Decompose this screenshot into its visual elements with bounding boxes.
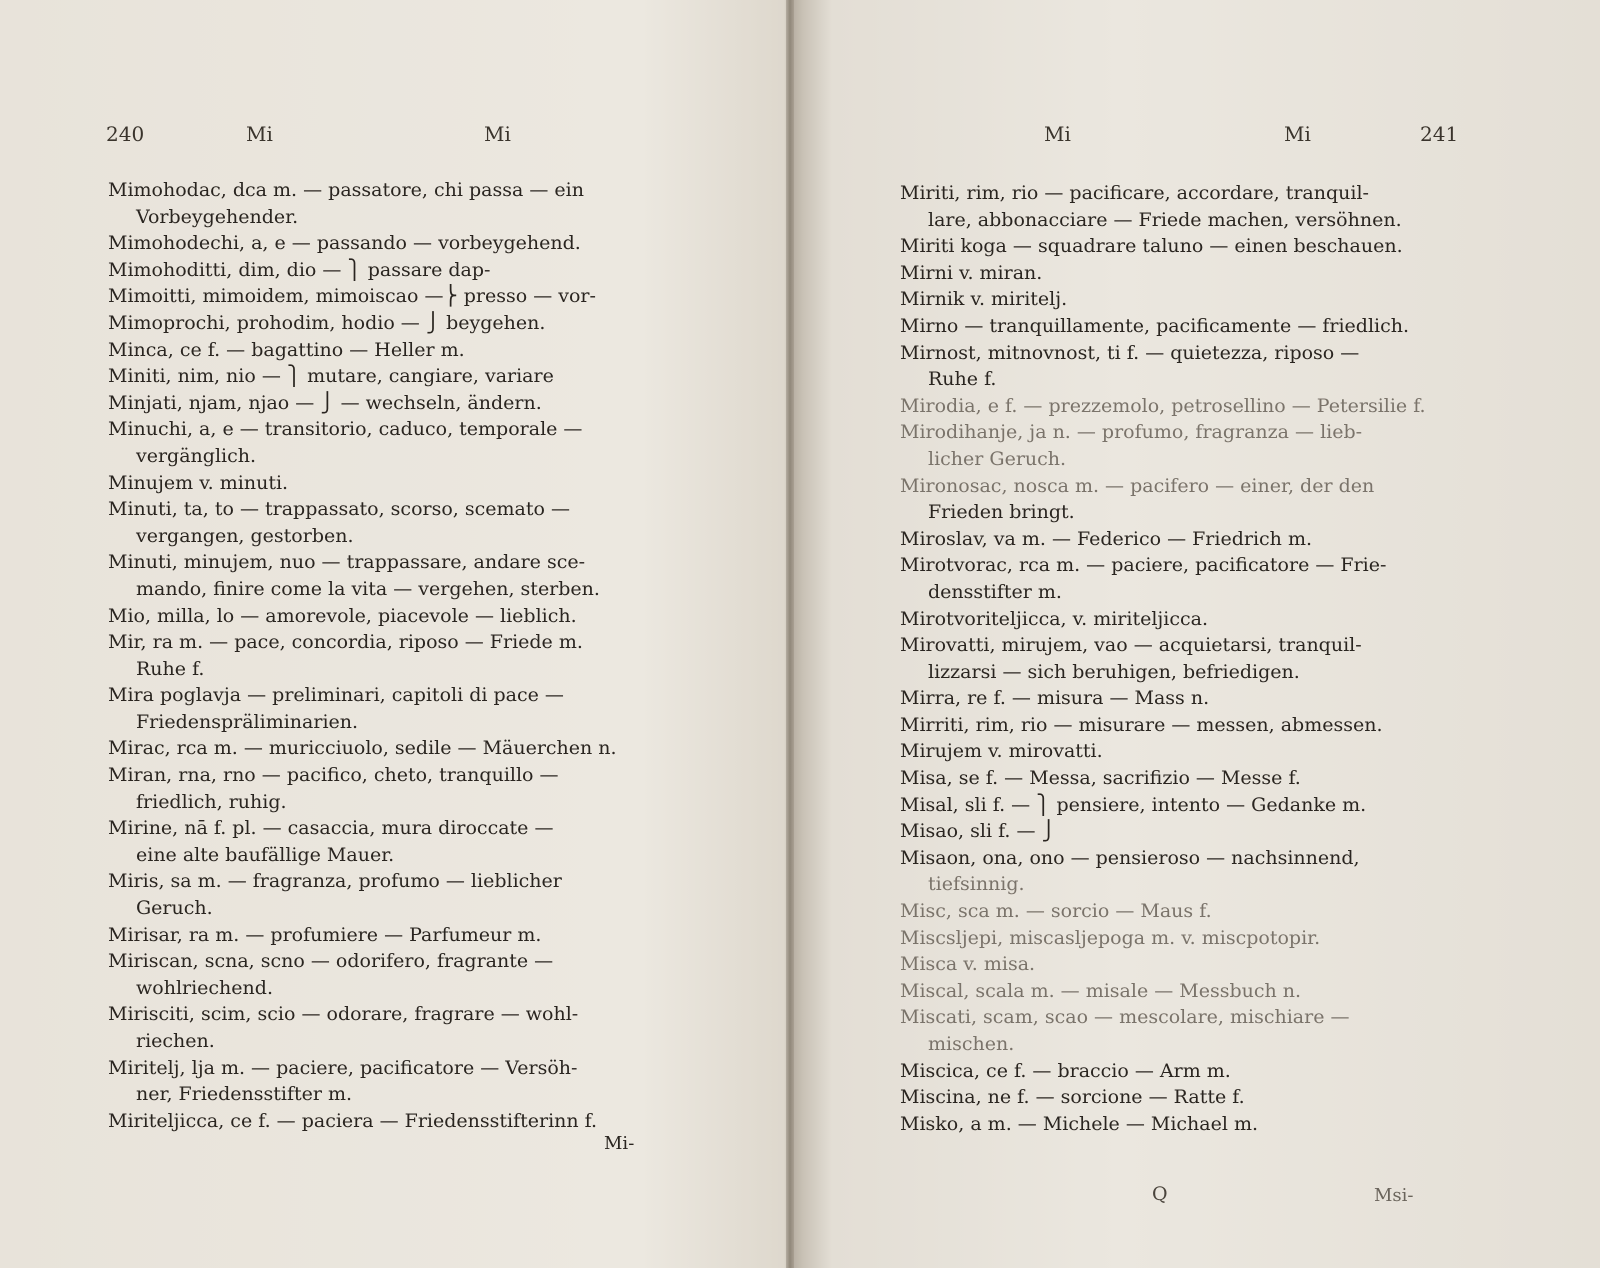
dictionary-line: Mimohodechi, a, e — passando — vorbeygehend. bbox=[108, 232, 581, 255]
dictionary-line: Geruch. bbox=[136, 897, 213, 920]
dictionary-line: Mirine, nā f. pl. — casaccia, mura diroccate — bbox=[108, 817, 554, 840]
dictionary-line: Misao, sli f. — ⎭ bbox=[900, 820, 1056, 843]
dictionary-line: Minuti, minujem, nuo — trappassare, andare sce- bbox=[108, 551, 585, 574]
dictionary-line: Ruhe f. bbox=[928, 368, 997, 391]
dictionary-line: Mimoprochi, prohodim, hodio — ⎭ beygehen. bbox=[108, 311, 546, 334]
dictionary-line: riechen. bbox=[136, 1030, 215, 1052]
left-page bbox=[0, 0, 786, 1268]
dictionary-line: Misca v. misa. bbox=[900, 953, 1036, 976]
dictionary-line: Misal, sli f. — ⎫ pensiere, intento — Gedanke m. bbox=[900, 793, 1367, 816]
dictionary-line: Mirni v. miran. bbox=[900, 261, 1043, 284]
dictionary-line: Mirotvorac, rca m. — paciere, pacificatore — Frie- bbox=[900, 554, 1387, 577]
dictionary-line: Friedenspräliminarien. bbox=[136, 710, 359, 733]
dictionary-line: Minuchi, a, e — transitorio, caduco, temporale — bbox=[108, 418, 583, 441]
dictionary-line: Miniti, nim, nio — ⎫ mutare, cangiare, variare bbox=[108, 365, 554, 388]
dictionary-line: Mirisar, ra m. — profumiere — Parfumeur m. bbox=[108, 923, 542, 946]
dictionary-line: Minujem v. minuti. bbox=[108, 471, 289, 494]
dictionary-line: friedlich, ruhig. bbox=[136, 790, 287, 813]
dictionary-line: Ruhe f. bbox=[136, 657, 205, 680]
dictionary-line: Mio, milla, lo — amorevole, piacevole — lieblich. bbox=[108, 604, 577, 627]
dictionary-line: Miscina, ne f. — sorcione — Ratte f. bbox=[900, 1086, 1245, 1109]
dictionary-line: Mirodia, e f. — prezzemolo, petrosellino — Petersilie f. bbox=[900, 394, 1426, 417]
dictionary-line: Minuti, ta, to — trappassato, scorso, scemato — bbox=[108, 498, 570, 521]
dictionary-line: Mimohoditti, dim, dio — ⎫ passare dap- bbox=[108, 258, 491, 281]
dictionary-line: Misa, se f. — Messa, sacrifizio — Messe f. bbox=[900, 767, 1301, 790]
dictionary-line: vergänglich. bbox=[136, 444, 257, 467]
right-entries bbox=[900, 180, 1490, 1137]
catchword-left: Mi- bbox=[604, 1133, 635, 1154]
dictionary-line: vergangen, gestorben. bbox=[136, 524, 354, 547]
dictionary-line: ner, Friedensstifter m. bbox=[136, 1083, 353, 1106]
dictionary-line: licher Geruch. bbox=[928, 447, 1067, 470]
dictionary-line: Frieden bringt. bbox=[928, 501, 1075, 524]
dictionary-line: Mirodihanje, ja n. — profumo, fragranza — lieb- bbox=[900, 421, 1363, 444]
dictionary-line: Mimohodac, dca m. — passatore, chi passa — ein bbox=[108, 179, 584, 201]
dictionary-line: Vorbeygehender. bbox=[136, 205, 299, 228]
signature-mark: Q bbox=[1152, 1183, 1168, 1205]
dictionary-line: Mirra, re f. — misura — Mass n. bbox=[900, 687, 1210, 710]
catchword-right: Msi- bbox=[1374, 1185, 1414, 1206]
dictionary-line: Miscsljepi, miscasljepoga m. v. miscpotopir. bbox=[900, 926, 1321, 949]
dictionary-line: Misc, sca m. — sorcio — Maus f. bbox=[900, 900, 1212, 923]
left-entries bbox=[108, 177, 668, 1134]
running-head-right-1: Mi bbox=[1044, 122, 1071, 146]
dictionary-line: lare, abbonacciare — Friede machen, versöhnen. bbox=[928, 208, 1402, 231]
dictionary-line: Miriscan, scna, scno — odorifero, fragrante — bbox=[108, 950, 554, 973]
dictionary-line: Miscal, scala m. — misale — Messbuch n. bbox=[900, 979, 1302, 1002]
dictionary-line: tiefsinnig. bbox=[928, 873, 1025, 896]
dictionary-line: Miriti, rim, rio — pacificare, accordare, tranquil- bbox=[900, 182, 1369, 204]
page-number-right: 241 bbox=[1420, 122, 1459, 146]
dictionary-line: Miscica, ce f. — braccio — Arm m. bbox=[900, 1059, 1231, 1082]
dictionary-line: Miris, sa m. — fragranza, profumo — lieblicher bbox=[108, 870, 562, 893]
running-head-left-2: Mi bbox=[484, 122, 511, 146]
dictionary-line: densstifter m. bbox=[928, 580, 1062, 603]
dictionary-line: Miroslav, va m. — Federico — Friedrich m. bbox=[900, 527, 1312, 550]
dictionary-line: wohlriechend. bbox=[136, 976, 273, 999]
dictionary-line: lizzarsi — sich beruhigen, befriedigen. bbox=[928, 660, 1300, 683]
dictionary-line: Mirujem v. mirovatti. bbox=[900, 740, 1103, 763]
dictionary-line: mando, finire come la vita — vergehen, sterben. bbox=[136, 577, 600, 600]
page-number-left: 240 bbox=[106, 122, 145, 146]
dictionary-line: Minjati, njam, njao — ⎭ — wechseln, ändern. bbox=[108, 391, 542, 414]
dictionary-line: Mir, ra m. — pace, concordia, riposo — Friede m. bbox=[108, 631, 583, 654]
book-gutter bbox=[786, 0, 794, 1268]
dictionary-line: Miran, rna, rno — pacifico, cheto, tranquillo — bbox=[108, 764, 559, 787]
dictionary-line: Mirac, rca m. — muricciuolo, sedile — Mäuerchen n. bbox=[108, 737, 617, 760]
dictionary-line: Miscati, scam, scao — mescolare, mischiare — bbox=[900, 1006, 1350, 1029]
running-head-left-1: Mi bbox=[246, 122, 273, 146]
dictionary-line: Miritelj, lja m. — paciere, pacificatore — Versöh- bbox=[108, 1056, 578, 1079]
dictionary-line: Mirisciti, scim, scio — odorare, fragrare — wohl- bbox=[108, 1003, 579, 1026]
dictionary-line: Mirnost, mitnovnost, ti f. — quietezza, riposo — bbox=[900, 341, 1360, 364]
dictionary-line: eine alte baufällige Mauer. bbox=[136, 843, 395, 866]
dictionary-line: Misko, a m. — Michele — Michael m. bbox=[900, 1112, 1259, 1135]
right-page bbox=[794, 0, 1600, 1268]
dictionary-line: mischen. bbox=[928, 1033, 1015, 1055]
running-head-right-2: Mi bbox=[1284, 122, 1311, 146]
dictionary-line: Mirriti, rim, rio — misurare — messen, abmessen. bbox=[900, 713, 1383, 736]
dictionary-line: Mirotvoriteljicca, v. miriteljicca. bbox=[900, 607, 1209, 630]
dictionary-line: Miriteljicca, ce f. — paciera — Friedensstifterinn f. bbox=[108, 1109, 598, 1132]
dictionary-line: Mirno — tranquillamente, pacificamente — friedlich. bbox=[900, 314, 1410, 337]
dictionary-line: Minca, ce f. — bagattino — Heller m. bbox=[108, 338, 465, 361]
dictionary-line: Mira poglavja — preliminari, capitoli di pace — bbox=[108, 684, 564, 707]
dictionary-line: Misaon, ona, ono — pensieroso — nachsinnend, bbox=[900, 846, 1360, 869]
dictionary-line: Mirnik v. miritelj. bbox=[900, 288, 1068, 311]
dictionary-line: Mimoitti, mimoidem, mimoiscao —⎬ presso — vor- bbox=[108, 285, 596, 308]
dictionary-line: Mirovatti, mirujem, vao — acquietarsi, tranquil- bbox=[900, 634, 1362, 657]
dictionary-line: Mironosac, nosca m. — pacifero — einer, der den bbox=[900, 474, 1375, 497]
dictionary-line: Miriti koga — squadrare taluno — einen beschauen. bbox=[900, 235, 1403, 258]
